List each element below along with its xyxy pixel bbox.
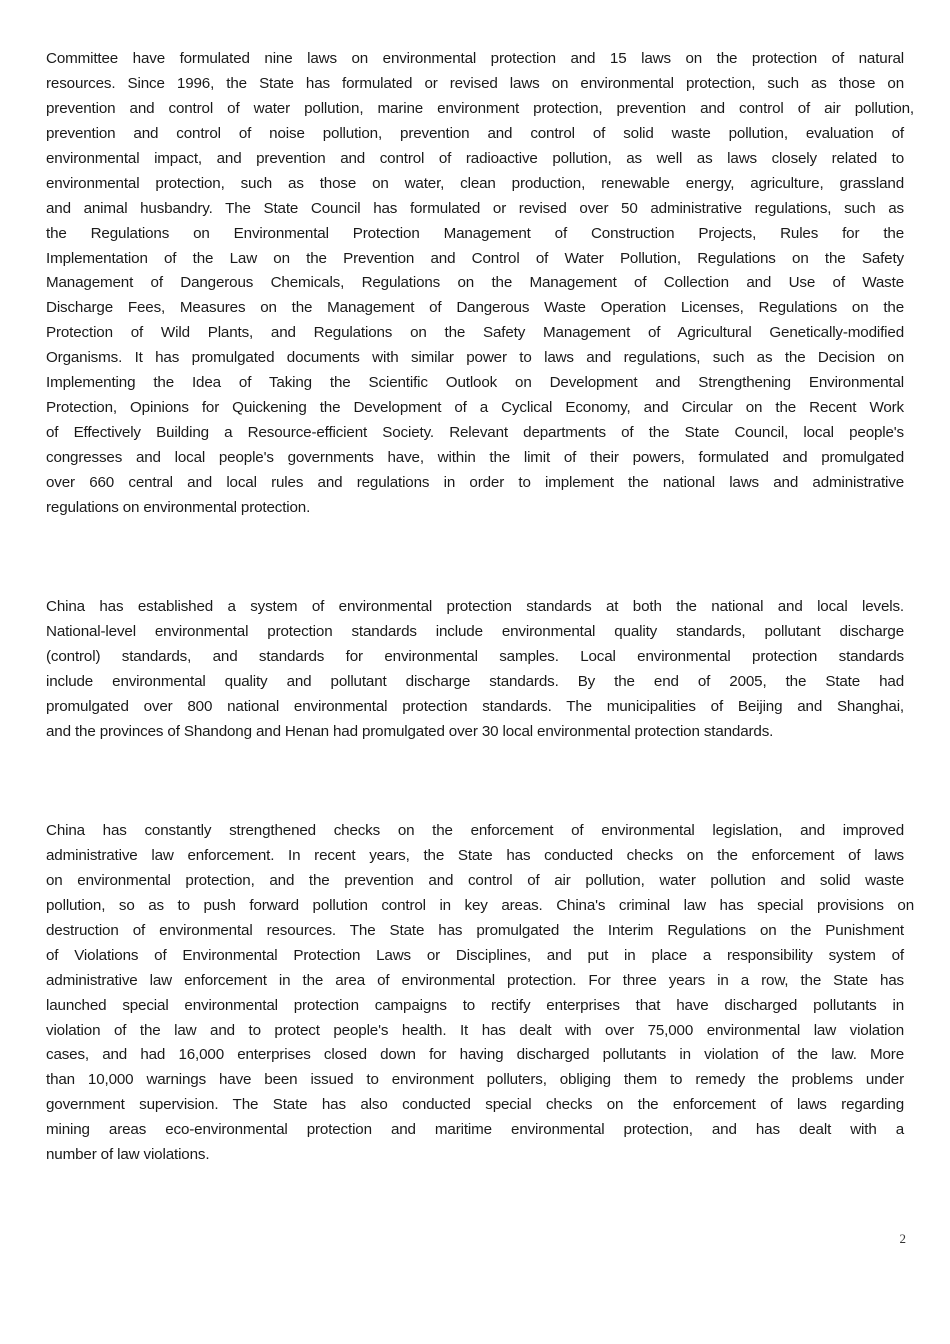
text-line: mining areas eco-environmental protection and maritime environmental protection, and has dealt with a <box>46 1121 904 1139</box>
text-line: Organisms. It has promulgated documents with similar power to laws and regulations, such as the Decision on <box>46 349 904 367</box>
text-line: environmental impact, and prevention and control of radioactive pollution, as well as laws closely related to <box>46 149 904 167</box>
paragraph-environmental-laws <box>46 47 914 521</box>
text-line: regulations on environmental protection. <box>46 498 311 516</box>
text-line: Protection, Opinions for Quickening the Development of a Cyclical Economy, and Circular on the Recent Work <box>46 399 904 417</box>
text-line: pollution, so as to push forward pollution control in key areas. China's criminal law has special provisions on <box>46 896 914 914</box>
paragraph-law-enforcement <box>46 819 914 1168</box>
page-number: 2 <box>899 1231 906 1246</box>
text-line: of Violations of Environmental Protection Laws or Disciplines, and put in place a responsibility system of <box>46 946 904 964</box>
text-line: and animal husbandry. The State Council has formulated or revised over 50 administrative regulations, such as <box>46 199 904 217</box>
text-line: environmental protection, such as those on water, clean production, renewable energy, agriculture, grassland <box>46 174 904 192</box>
text-line: Committee have formulated nine laws on environmental protection and 15 laws on the protection of natural <box>46 50 904 67</box>
text-line: resources. Since 1996, the State has formulated or revised laws on environmental protection, such as those on <box>46 74 904 92</box>
text-line: government supervision. The State has also conducted special checks on the enforcement of laws regarding <box>46 1096 904 1114</box>
text-line: launched special environmental protection campaigns to rectify enterprises that have discharged pollutants in <box>46 996 904 1014</box>
text-line: Management of Dangerous Chemicals, Regulations on the Management of Collection and Use of Waste <box>46 274 904 292</box>
text-line: congresses and local people's governments have, within the limit of their powers, formulated and promulgated <box>46 449 904 466</box>
text-line: Discharge Fees, Measures on the Management of Dangerous Waste Operation Licenses, Regulations on the <box>46 299 904 317</box>
text-line: prevention and control of water pollution, marine environment protection, prevention and control of air pollution, <box>46 99 914 117</box>
text-line: Protection of Wild Plants, and Regulations on the Safety Management of Agricultural Genetically-modified <box>46 324 904 342</box>
text-line: (control) standards, and standards for environmental samples. Local environmental protection standards <box>46 647 904 665</box>
text-line: prevention and control of noise pollution, prevention and control of solid waste pollution, evaluation of <box>46 124 904 142</box>
text-line: Implementation of the Law on the Prevention and Control of Water Pollution, Regulations on the Safety <box>46 249 904 267</box>
text-line: administrative law enforcement in the area of environmental protection. For three years in a row, the State has <box>46 971 904 989</box>
text-line: than 10,000 warnings have been issued to environment polluters, obliging them to remedy the problems under <box>46 1071 904 1089</box>
text-line: violation of the law and to protect people's health. It has dealt with over 75,000 environmental law violation <box>46 1021 904 1039</box>
text-line: administrative law enforcement. In recent years, the State has conducted checks on the enforcement of laws <box>46 846 904 864</box>
text-line: destruction of environmental resources. The State has promulgated the Interim Regulations on the Punishment <box>46 921 904 939</box>
text-line: National-level environmental protection standards include environmental quality standards, pollutant discharge <box>46 622 904 640</box>
text-line: China has constantly strengthened checks on the enforcement of environmental legislation, and improved <box>46 822 904 839</box>
text-line: Implementing the Idea of Taking the Scientific Outlook on Development and Strengthening Environmental <box>46 374 904 392</box>
text-line: cases, and had 16,000 enterprises closed down for having discharged pollutants in violation of the law. More <box>46 1046 904 1064</box>
text-line: promulgated over 800 national environmental protection standards. The municipalities of Beijing and Shanghai, <box>46 697 904 715</box>
text-line: over 660 central and local rules and regulations in order to implement the national laws and administrative <box>46 473 904 491</box>
text-line: the Regulations on Environmental Protection Management of Construction Projects, Rules for the <box>46 224 904 242</box>
text-line: China has established a system of environmental protection standards at both the national and local levels. <box>46 598 904 615</box>
text-line: number of law violations. <box>46 1146 210 1164</box>
text-line: on environmental protection, and the prevention and control of air pollution, water pollution and solid waste <box>46 871 904 889</box>
text-line: and the provinces of Shandong and Henan had promulgated over 30 local environmental protection standards. <box>46 722 774 740</box>
text-line: include environmental quality and pollutant discharge standards. By the end of 2005, the State had <box>46 672 904 690</box>
paragraph-environmental-standards <box>46 595 904 745</box>
text-line: of Effectively Building a Resource-efficient Society. Relevant departments of the State Council, local people's <box>46 424 904 442</box>
